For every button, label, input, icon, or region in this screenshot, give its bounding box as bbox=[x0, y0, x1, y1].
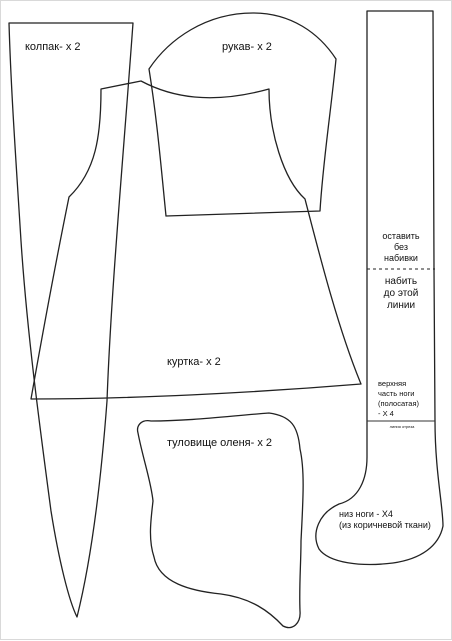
stuff-to-line-line3: линии bbox=[386, 300, 416, 311]
stuff-to-line-line1: набить bbox=[384, 276, 418, 287]
lower-part-line2: (из коричневой ткани) bbox=[339, 520, 431, 530]
upper-part-line3: (полосатая) bbox=[378, 399, 420, 408]
leave-unstuffed-line2: без bbox=[394, 242, 408, 252]
stuff-to-line-line2: до этой bbox=[383, 288, 419, 299]
leave-unstuffed-line3: набивки bbox=[384, 253, 418, 263]
leg-piece bbox=[316, 11, 443, 564]
jacket-outline bbox=[31, 81, 361, 399]
pattern-drawing bbox=[1, 1, 452, 641]
cap-label: колпак- х 2 bbox=[25, 41, 81, 53]
upper-part-line1: верхняя bbox=[378, 379, 407, 388]
leave-unstuffed-line1: оставить bbox=[382, 231, 420, 241]
cut-line-label: линия отреза bbox=[389, 424, 415, 429]
upper-part-line4: - Х 4 bbox=[378, 409, 394, 418]
cap-outline bbox=[9, 23, 133, 617]
upper-part-line2: часть ноги bbox=[378, 389, 415, 398]
reindeer-body-label: туловище оленя- х 2 bbox=[167, 437, 273, 449]
leg-outline bbox=[316, 11, 443, 564]
cap-piece bbox=[9, 23, 133, 617]
reindeer-body-piece bbox=[138, 413, 304, 628]
jacket-label: куртка- х 2 bbox=[167, 356, 221, 368]
sleeve-piece bbox=[149, 13, 336, 216]
sleeve-label: рукав- х 2 bbox=[222, 41, 272, 53]
lower-part-line1: низ ноги - Х4 bbox=[339, 509, 393, 519]
jacket-piece bbox=[31, 81, 361, 399]
